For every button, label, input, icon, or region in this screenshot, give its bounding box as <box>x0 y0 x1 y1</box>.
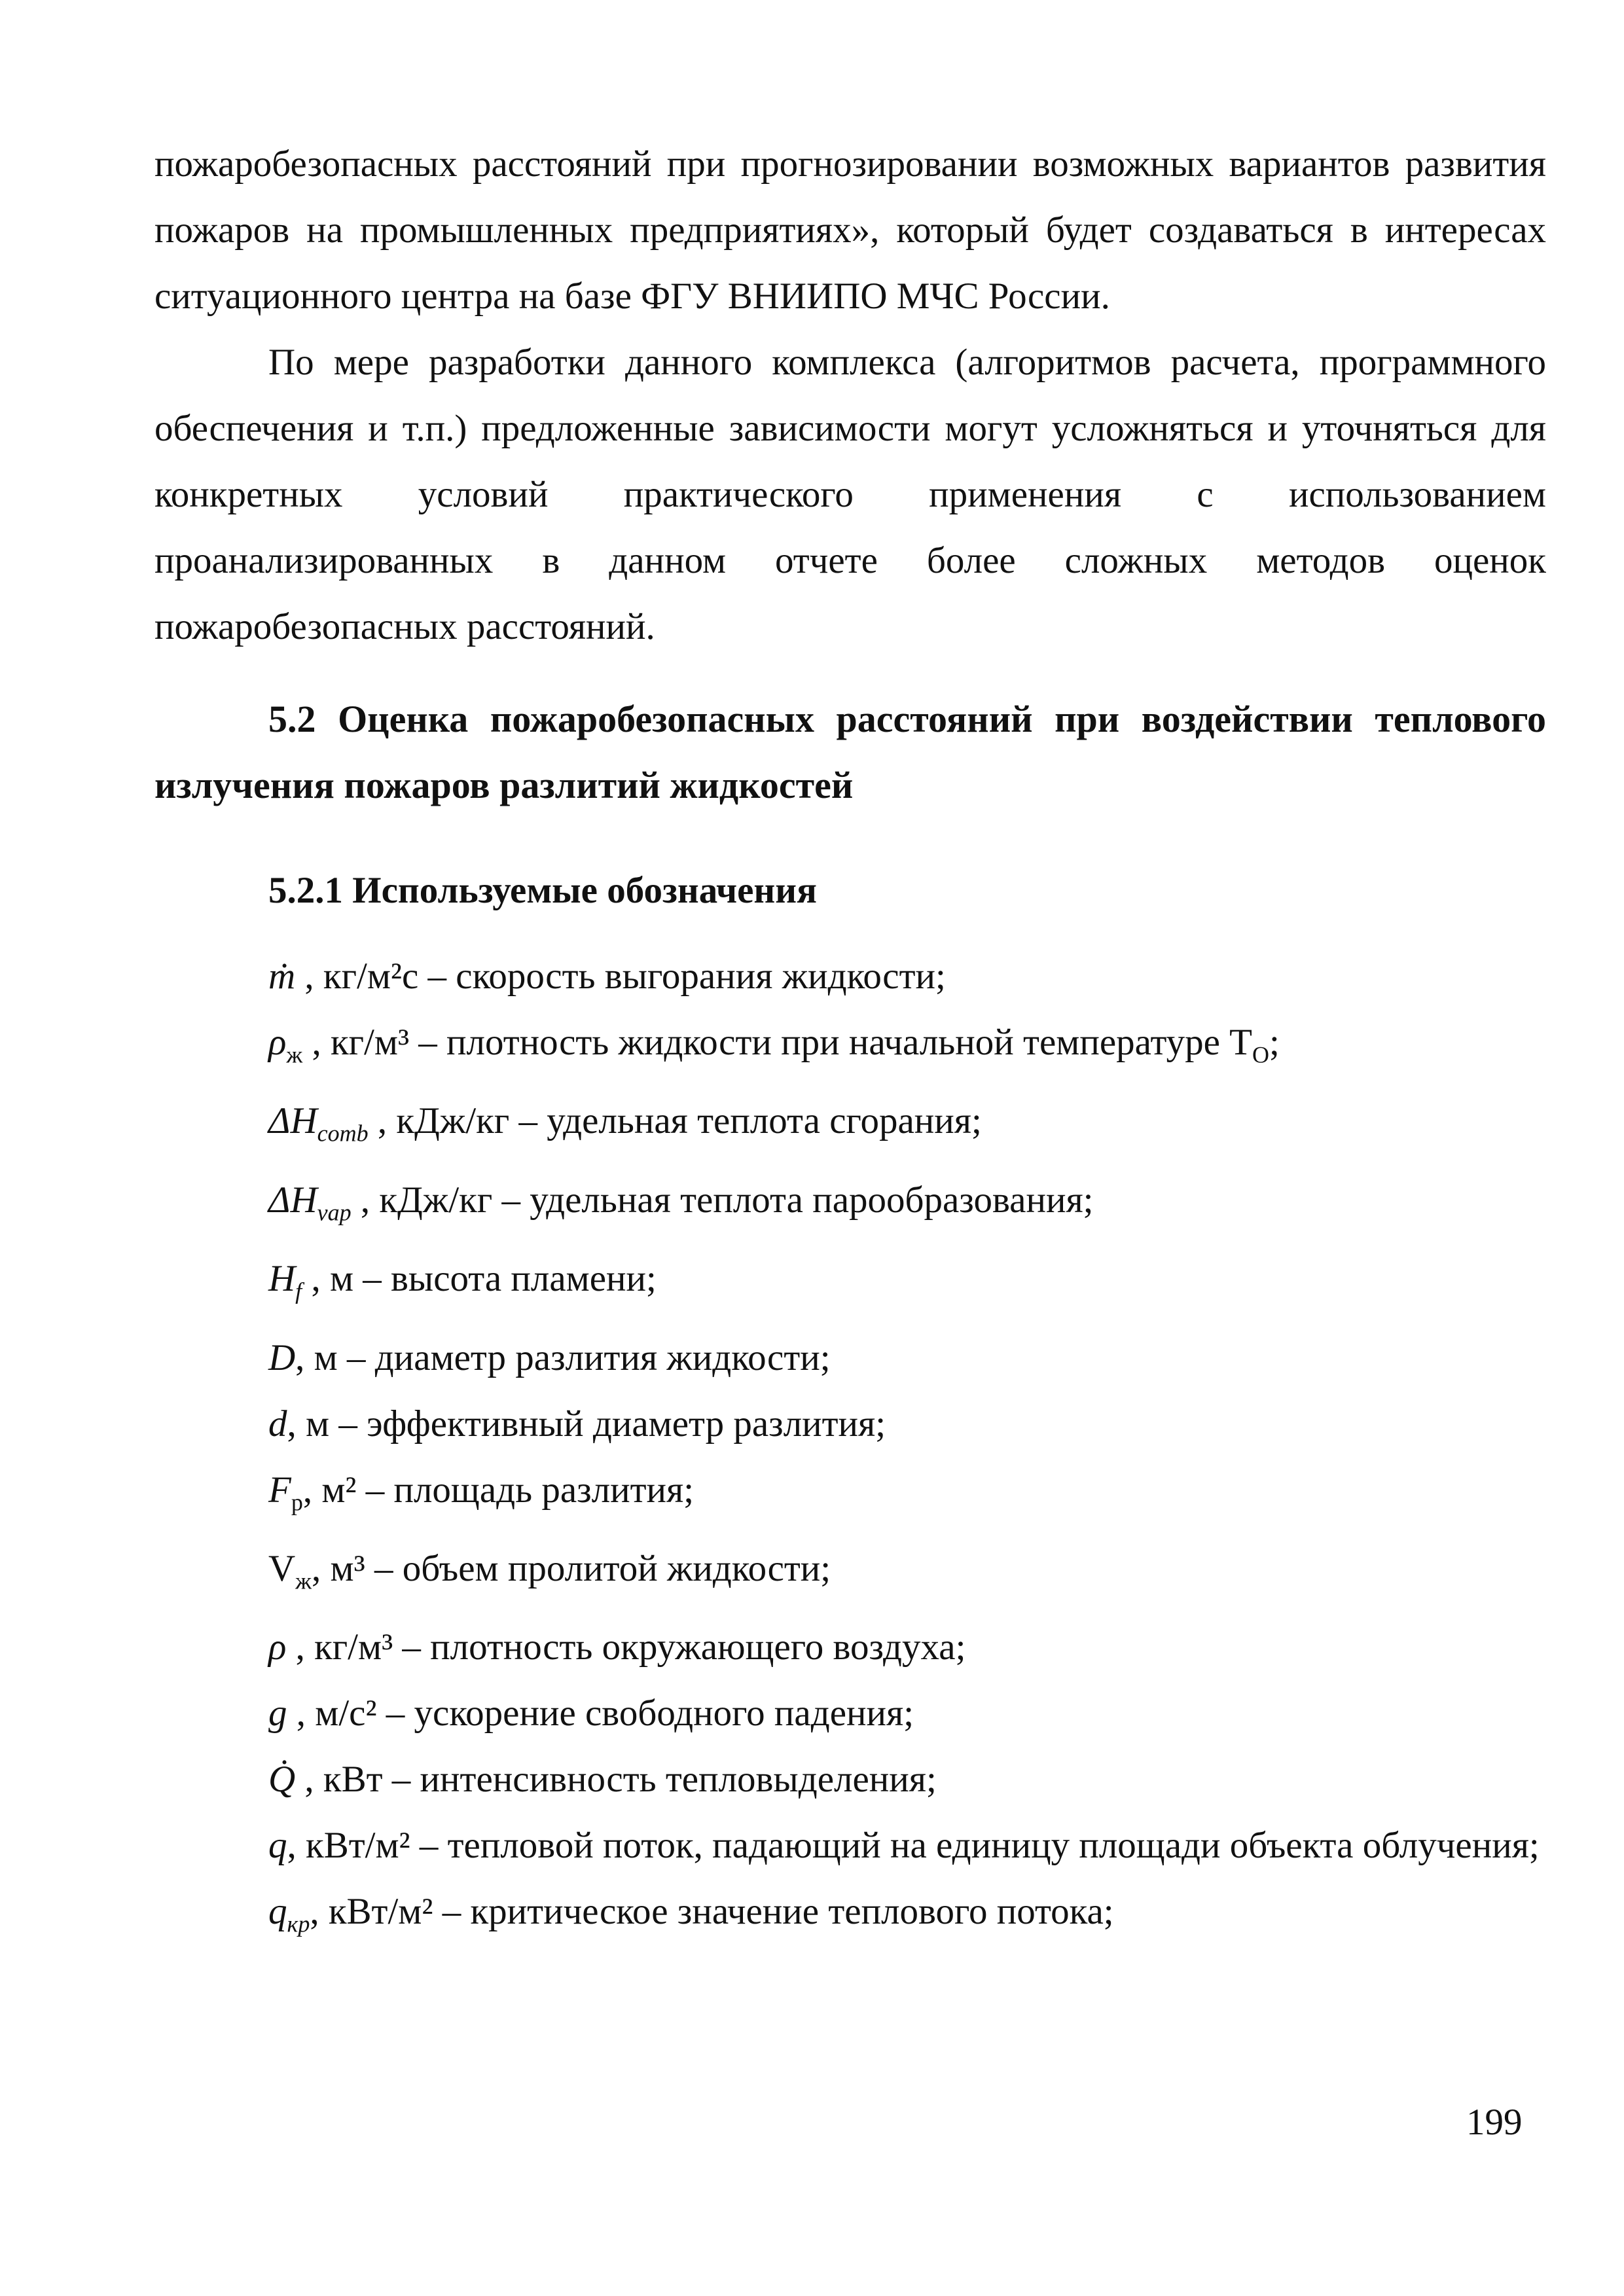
symbol-air-density: ρ , кг/м³ – плотность окружающего воздуха; <box>268 1626 966 1668</box>
symbol-heat-combustion: $\Delta H_{comb}$ , кДж/кг – удельная теплота сгорания; <box>268 1100 982 1147</box>
symbol-heat-flux: q, кВт/м² – тепловой поток, падающий на единицу площади объекта облучения; <box>268 1825 1540 1867</box>
symbol-spill-area: $F_р$, м² – площадь разлития; <box>268 1469 695 1515</box>
subsection-heading: 5.2.1 Используемые обозначения <box>268 870 817 911</box>
symbol-burn-rate: ṁ , кг/м²с – скорость выгорания жидкости; <box>268 956 946 997</box>
page-number: 199 <box>1466 2102 1523 2143</box>
symbol-spill-diameter: D, м – диаметр разлития жидкости; <box>268 1336 831 1378</box>
symbol-gravity: g , м/с² – ускорение свободного падения; <box>268 1693 914 1734</box>
symbol-spill-volume: $V_ж$, м³ – объем пролитой жидкости; <box>268 1547 831 1594</box>
symbol-effective-diameter: d, м – эффективный диаметр разлития; <box>268 1403 886 1444</box>
symbol-flame-height: $H_f$ , м – высота пламени; <box>268 1258 657 1304</box>
page-body <box>154 131 1546 1958</box>
paragraph-2: По мере разработки данного комплекса (алгоритмов расчета, программного обеспечения и т.п.) предложенные зависимости могут усложняться и уточняться для конкретных условий практического применения с использованием проанализированных в данном отчете более сложных методов оценок пожаробезопасных расстояний. <box>154 342 1546 647</box>
section-heading: 5.2 Оценка пожаробезопасных расстояний при воздействии теплового излучения пожаров разлитий жидкостей <box>154 698 1546 806</box>
paragraph-1: пожаробезопасных расстояний при прогнозировании возможных вариантов развития пожаров на промышленных предприятиях», который будет создаваться в интересах ситуационного центра на базе ФГУ ВНИИПО МЧС России. <box>154 143 1546 317</box>
symbol-heat-release: Q̇ , кВт – интенсивность тепловыделения; <box>268 1759 937 1801</box>
symbol-liquid-density: $\rho_ж$ , кг/м³ – плотность жидкости при начальной температуре $T_O$; <box>268 1022 1280 1068</box>
symbol-heat-vaporization: $\Delta H_{vap}$ , кДж/кг – удельная теплота парообразования; <box>268 1179 1094 1226</box>
symbol-critical-heat-flux: $q_{кр}$, кВт/м² – критическое значение теплового потока; <box>268 1891 1114 1937</box>
